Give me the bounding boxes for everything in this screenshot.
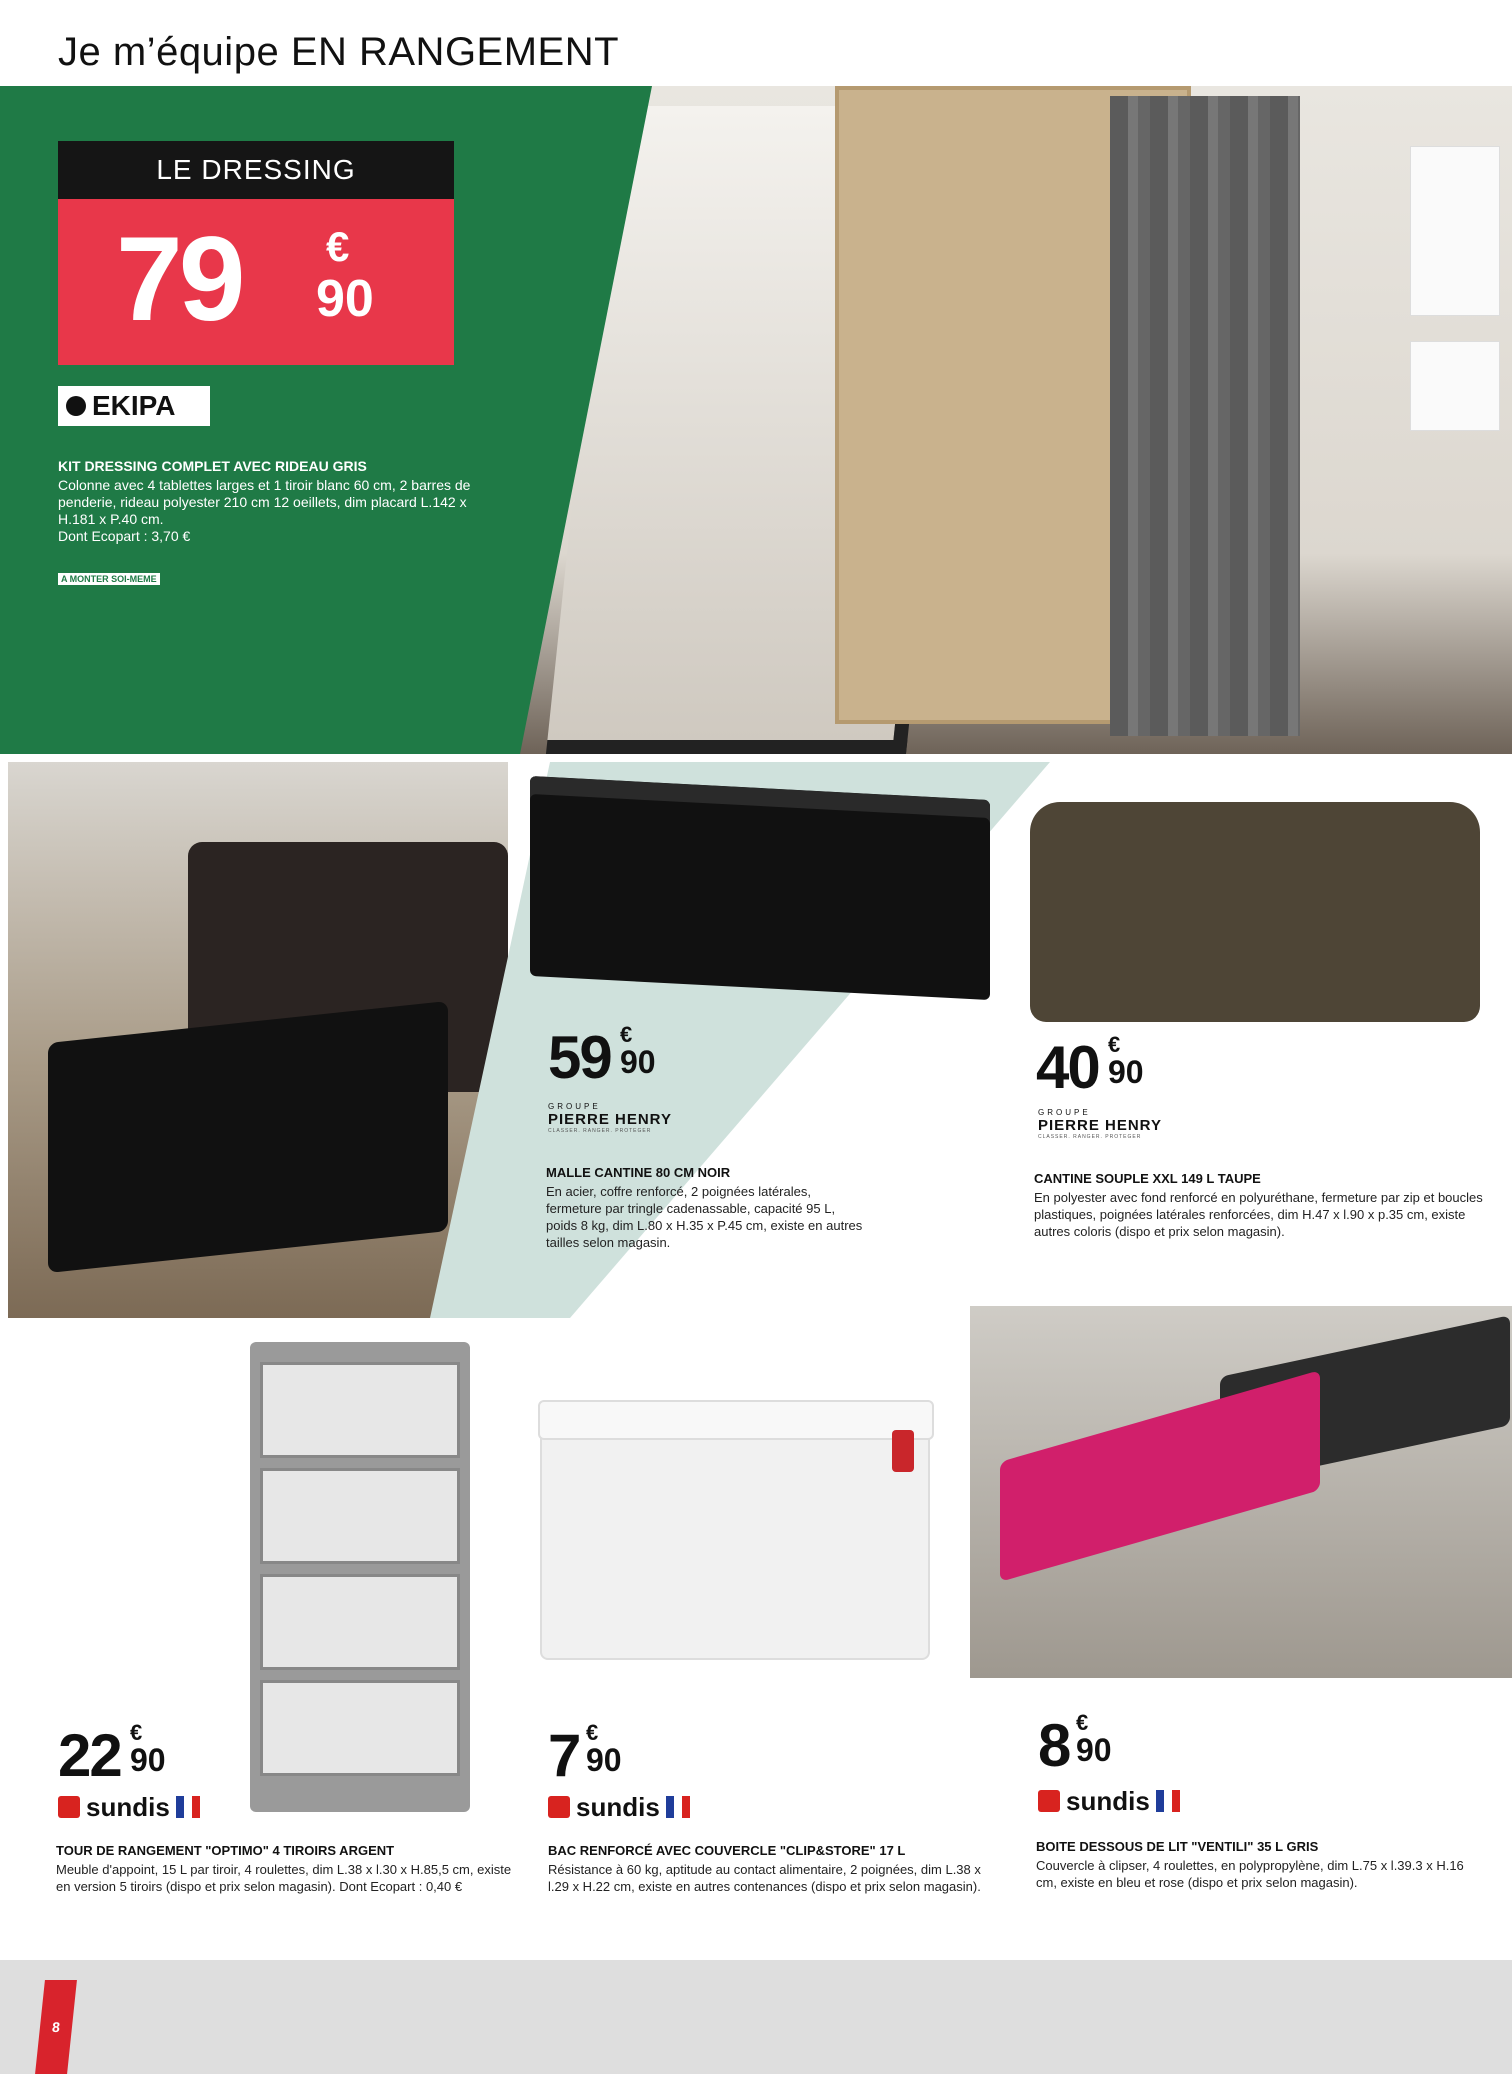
brand-group: GROUPE [548, 1102, 601, 1111]
sundis-logo [1038, 1786, 1180, 1816]
product-desc: Couvercle à clipser, 4 roulettes, en polypropylène, dim L.75 x l.39.3 x H.16 cm, existe en bleu et rose (dispo et prix selon magasin). [1036, 1858, 1464, 1890]
malle-price [548, 1022, 656, 1091]
cantine-price [1036, 1032, 1144, 1101]
price-currency: € [620, 1022, 633, 1047]
footer-bar [0, 1960, 1512, 2074]
price-decimal: 90 [130, 1742, 166, 1778]
product-title: BOITE DESSOUS DE LIT "VENTILI" 35 L GRIS [1036, 1839, 1319, 1854]
assembly-badge: A MONTER SOI-MEME [58, 573, 160, 585]
box-lid-image [538, 1400, 934, 1440]
sundis-logo [58, 1792, 200, 1822]
boite-price [1038, 1710, 1112, 1779]
pierre-henry-logo [1038, 1108, 1198, 1146]
ekipa-logo [58, 386, 210, 426]
box-clip-image [892, 1430, 914, 1472]
brand-name: PIERRE HENRY [548, 1111, 672, 1128]
cantine-description [1034, 1170, 1490, 1240]
malle-description [546, 1164, 866, 1251]
french-flag-icon [176, 1796, 200, 1818]
hero-description [58, 458, 488, 545]
cantine-image [1030, 802, 1480, 1022]
product-title: BAC RENFORCÉ AVEC COUVERCLE "CLIP&STORE" 17 L [548, 1843, 906, 1858]
clip-store-box-image [540, 1410, 930, 1660]
price-integer: 8 [1038, 1712, 1070, 1779]
sundis-house-icon [548, 1796, 570, 1818]
sundis-label: sundis [86, 1791, 170, 1822]
price-decimal: 90 [620, 1044, 656, 1080]
pink-box-image [1000, 1370, 1320, 1582]
product-desc: Meuble d'appoint, 15 L par tiroir, 4 roulettes, dim L.38 x l.30 x H.85,5 cm, existe en version 5 tiroirs (dispo et prix selon magasin). Dont Ecopart : 0,40 € [56, 1862, 512, 1894]
product-desc: En acier, coffre renforcé, 2 poignées latérales, fermeture par tringle cadenassable, capacité 95 L, poids 8 kg, dim L.80 x H.35 x P.45 cm, existe en autres tailles selon magasin. [546, 1184, 863, 1250]
drawer-image [260, 1680, 460, 1776]
product-desc: Colonne avec 4 tablettes larges et 1 tiroir blanc 60 cm, 2 barres de penderie, rideau polyester 210 cm 12 oeillets, dim placard L.142 x H.181 x P.40 cm. [58, 477, 471, 527]
ekipa-icon [66, 396, 86, 416]
tour-description [56, 1842, 526, 1895]
price-currency: € [130, 1720, 143, 1745]
curtain-image [1110, 96, 1300, 736]
optimo-tower-image [250, 1342, 470, 1812]
page-number: 8 [35, 1980, 77, 2074]
title-lead: Je m’équipe [58, 30, 280, 74]
pierre-henry-logo [548, 1102, 708, 1140]
boite-description [1036, 1838, 1476, 1891]
brand-slogan: CLASSER. RANGER. PROTEGER [548, 1128, 652, 1134]
product-title: MALLE CANTINE 80 CM NOIR [546, 1165, 731, 1180]
price-decimal: 90 [1076, 1732, 1112, 1768]
title-category: EN RANGEMENT [290, 30, 620, 74]
page-title [58, 30, 619, 75]
brand-slogan: CLASSER. RANGER. PROTEGER [1038, 1134, 1142, 1140]
hero-price-box [58, 141, 454, 365]
product-title: CANTINE SOUPLE XXL 149 L TAUPE [1034, 1171, 1261, 1186]
price-integer: 7 [548, 1722, 580, 1789]
brand-name: PIERRE HENRY [1038, 1117, 1162, 1134]
bac-description [548, 1842, 988, 1895]
bac-price [548, 1720, 622, 1789]
price-currency: € [326, 223, 350, 270]
sundis-label: sundis [576, 1791, 660, 1822]
sundis-logo [548, 1792, 690, 1822]
drawer-image [260, 1362, 460, 1458]
price-integer: 59 [548, 1024, 611, 1091]
price-currency: € [1076, 1710, 1089, 1735]
sundis-house-icon [58, 1796, 80, 1818]
drawer-image [260, 1468, 460, 1564]
hero-price [116, 212, 374, 346]
product-desc: En polyester avec fond renforcé en polyuréthane, fermeture par zip et boucles plastiques, poignées latérales renforcées, dim H.47 x l.90 x p.35 cm, existe autres coloris (dispo et prix selon magasin). [1034, 1190, 1483, 1239]
sundis-label: sundis [1066, 1785, 1150, 1816]
product-title: TOUR DE RANGEMENT "OPTIMO" 4 TIROIRS ARGENT [56, 1843, 395, 1858]
drawer-image [260, 1574, 460, 1670]
sundis-house-icon [1038, 1790, 1060, 1812]
hero-band: LE DRESSING [58, 141, 454, 199]
malle-image [530, 776, 990, 1000]
sofa-photo [8, 762, 508, 1318]
hero-section [0, 86, 1512, 754]
price-decimal: 90 [1108, 1054, 1144, 1090]
underbed-photo [970, 1306, 1512, 1678]
product-desc: Résistance à 60 kg, aptitude au contact alimentaire, 2 poignées, dim L.38 x l.29 x H.22 cm, existe en autres contenances (dispo et prix selon magasin). [548, 1862, 981, 1894]
price-integer: 22 [58, 1722, 121, 1789]
brand-group: GROUPE [1038, 1108, 1091, 1117]
price-currency: € [1108, 1032, 1121, 1057]
product-title: KIT DRESSING COMPLET AVEC RIDEAU GRIS [58, 458, 367, 474]
wall-art-image [1410, 146, 1500, 316]
product-ecopart: Dont Ecopart : 3,70 € [58, 528, 191, 544]
french-flag-icon [666, 1796, 690, 1818]
price-decimal: 90 [316, 270, 374, 328]
table-trunk-image [48, 1001, 448, 1273]
wall-art-image [1410, 341, 1500, 431]
dressing-photo [480, 86, 1512, 754]
ekipa-label: EKIPA [92, 390, 176, 421]
tour-price [58, 1720, 166, 1789]
price-currency: € [586, 1720, 599, 1745]
price-integer: 40 [1036, 1034, 1099, 1101]
french-flag-icon [1156, 1790, 1180, 1812]
price-integer: 79 [116, 212, 242, 346]
price-decimal: 90 [586, 1742, 622, 1778]
